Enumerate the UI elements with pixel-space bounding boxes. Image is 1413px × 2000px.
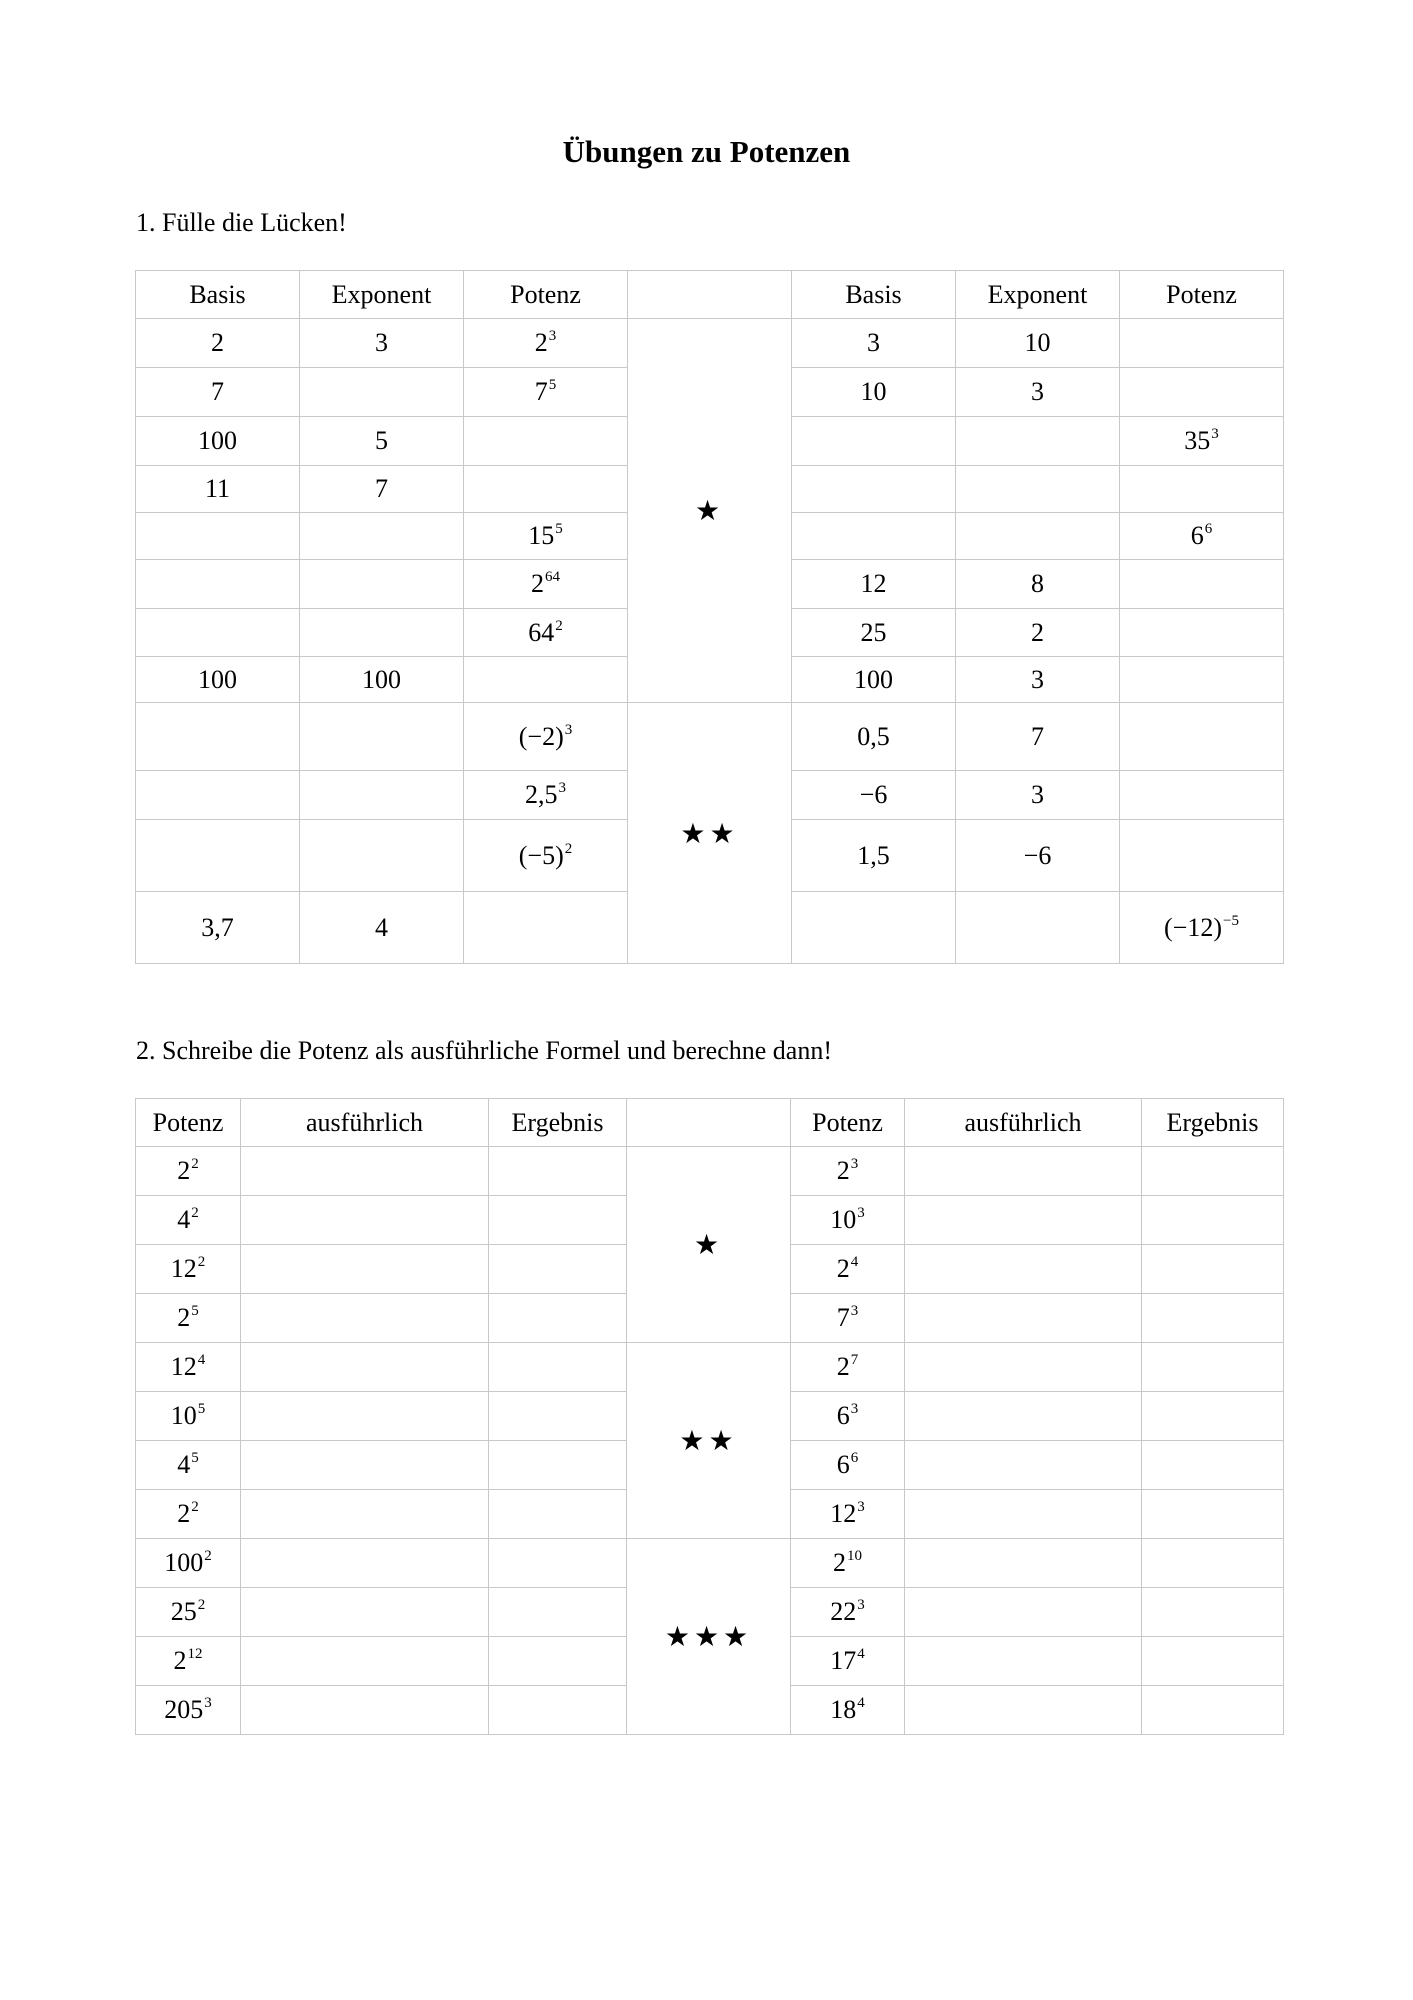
potenz-base: 2 <box>177 1499 191 1528</box>
potenz-exponent: 3 <box>857 1499 865 1515</box>
potenz-exponent: 5 <box>555 521 563 537</box>
potenz-exponent: 4 <box>850 1254 859 1270</box>
cell-basis <box>136 513 300 560</box>
cell-potenz <box>791 1392 905 1441</box>
task1-table <box>135 270 1284 964</box>
cell-potenz <box>1120 892 1284 964</box>
potenz-exponent: 4 <box>857 1695 865 1711</box>
cell-potenz <box>791 1147 905 1196</box>
col-header-exponent: Exponent <box>300 271 464 319</box>
cell-potenz <box>464 892 628 964</box>
table-row <box>136 1147 1284 1196</box>
cell-potenz <box>1120 560 1284 609</box>
cell-potenz <box>464 820 628 892</box>
col-header-potenz: Potenz <box>464 271 628 319</box>
cell-basis <box>136 771 300 820</box>
potenz-base: 2,5 <box>525 780 558 809</box>
cell-potenz <box>464 417 628 466</box>
potenz-exponent: 5 <box>191 1450 199 1466</box>
cell-exponent <box>300 771 464 820</box>
cell-potenz <box>136 1441 241 1490</box>
cell-basis <box>136 820 300 892</box>
cell-potenz <box>791 1245 905 1294</box>
cell-basis: 100 <box>792 657 956 703</box>
cell-potenz <box>136 1294 241 1343</box>
potenz-exponent: 3 <box>564 721 573 738</box>
cell-basis: 25 <box>792 609 956 657</box>
potenz-exponent: 64 <box>545 569 560 585</box>
cell-ausfuehrlich[interactable] <box>241 1637 489 1686</box>
cell-potenz <box>1120 466 1284 513</box>
potenz-exponent: 3 <box>1211 426 1219 442</box>
potenz-base: (−12) <box>1164 912 1222 942</box>
potenz-exponent: 6 <box>850 1450 859 1466</box>
cell-ausfuehrlich[interactable] <box>241 1147 489 1196</box>
cell-ausfuehrlich[interactable] <box>905 1539 1142 1588</box>
potenz-base: 12 <box>170 1254 197 1283</box>
cell-ergebnis[interactable] <box>1142 1490 1284 1539</box>
cell-basis: 7 <box>136 368 300 417</box>
potenz-base: 25 <box>170 1597 197 1626</box>
potenz-base: 6 <box>836 1401 850 1430</box>
cell-exponent <box>956 466 1120 513</box>
potenz-exponent: 3 <box>558 780 566 796</box>
cell-ausfuehrlich[interactable] <box>905 1441 1142 1490</box>
cell-ergebnis[interactable] <box>489 1490 627 1539</box>
potenz-exponent: 6 <box>1204 521 1213 537</box>
potenz-exponent: 7 <box>850 1352 859 1368</box>
col-header-potenz: Potenz <box>136 1099 241 1147</box>
cell-exponent: 3 <box>956 771 1120 820</box>
cell-potenz <box>1120 657 1284 703</box>
difficulty-marker-level1: ★ <box>628 319 792 703</box>
cell-ausfuehrlich[interactable] <box>905 1637 1142 1686</box>
cell-potenz <box>1120 609 1284 657</box>
cell-basis: 11 <box>136 466 300 513</box>
cell-potenz <box>791 1490 905 1539</box>
cell-potenz <box>464 703 628 771</box>
potenz-base: 2 <box>173 1646 187 1675</box>
cell-ausfuehrlich[interactable] <box>905 1490 1142 1539</box>
table-row <box>136 703 1284 771</box>
cell-basis: 100 <box>136 657 300 703</box>
cell-exponent: 5 <box>300 417 464 466</box>
cell-potenz <box>791 1539 905 1588</box>
cell-ausfuehrlich[interactable] <box>241 1686 489 1735</box>
cell-ergebnis[interactable] <box>1142 1588 1284 1637</box>
col-header-ausfuehrlich: ausführlich <box>241 1099 489 1147</box>
potenz-exponent: 2 <box>191 1205 199 1221</box>
potenz-base: 205 <box>164 1695 204 1724</box>
task2-header-row <box>136 1099 1284 1147</box>
cell-basis: 10 <box>792 368 956 417</box>
cell-ergebnis[interactable] <box>1142 1245 1284 1294</box>
potenz-base: 12 <box>830 1499 857 1528</box>
cell-potenz <box>464 466 628 513</box>
cell-potenz <box>1120 368 1284 417</box>
cell-ausfuehrlich[interactable] <box>905 1196 1142 1245</box>
cell-ausfuehrlich[interactable] <box>241 1588 489 1637</box>
cell-potenz <box>1120 417 1284 466</box>
potenz-exponent: 3 <box>850 1156 859 1172</box>
potenz-exponent: 5 <box>191 1303 199 1319</box>
cell-ausfuehrlich[interactable] <box>905 1245 1142 1294</box>
cell-exponent: 2 <box>956 609 1120 657</box>
table-row <box>136 1539 1284 1588</box>
potenz-exponent: 3 <box>857 1205 865 1221</box>
cell-potenz <box>464 657 628 703</box>
table-row <box>136 319 1284 368</box>
cell-potenz <box>464 319 628 368</box>
cell-exponent <box>300 560 464 609</box>
col-header-basis: Basis <box>136 271 300 319</box>
cell-potenz <box>464 560 628 609</box>
potenz-base: 12 <box>170 1352 197 1381</box>
cell-ergebnis[interactable] <box>489 1147 627 1196</box>
cell-potenz <box>1120 703 1284 771</box>
cell-exponent <box>300 609 464 657</box>
cell-ergebnis[interactable] <box>489 1392 627 1441</box>
cell-exponent <box>300 820 464 892</box>
potenz-base: 6 <box>836 1450 850 1479</box>
potenz-exponent: 3 <box>548 328 557 344</box>
potenz-exponent: 2 <box>191 1499 199 1515</box>
potenz-base: (−5) <box>518 840 564 870</box>
cell-exponent: 10 <box>956 319 1120 368</box>
cell-ergebnis[interactable] <box>1142 1637 1284 1686</box>
col-header-ergebnis: Ergebnis <box>1142 1099 1284 1147</box>
cell-exponent: 8 <box>956 560 1120 609</box>
cell-ausfuehrlich[interactable] <box>905 1343 1142 1392</box>
cell-ausfuehrlich[interactable] <box>241 1196 489 1245</box>
cell-basis: 12 <box>792 560 956 609</box>
cell-ausfuehrlich[interactable] <box>905 1147 1142 1196</box>
potenz-base: 2 <box>177 1156 191 1185</box>
potenz-base: 2 <box>534 328 548 357</box>
potenz-base: 4 <box>177 1205 191 1234</box>
potenz-exponent: 2 <box>197 1597 206 1613</box>
cell-potenz <box>791 1588 905 1637</box>
cell-ergebnis[interactable] <box>489 1245 627 1294</box>
cell-basis: 1,5 <box>792 820 956 892</box>
cell-potenz <box>136 1588 241 1637</box>
potenz-base: 6 <box>1190 521 1204 550</box>
cell-exponent <box>300 703 464 771</box>
cell-ergebnis[interactable] <box>489 1637 627 1686</box>
potenz-exponent: −5 <box>1223 912 1239 929</box>
cell-exponent <box>956 417 1120 466</box>
cell-ergebnis[interactable] <box>1142 1147 1284 1196</box>
cell-basis: 2 <box>136 319 300 368</box>
cell-ergebnis[interactable] <box>489 1686 627 1735</box>
cell-basis: 0,5 <box>792 703 956 771</box>
cell-potenz <box>136 1539 241 1588</box>
potenz-exponent: 2 <box>555 617 563 634</box>
potenz-exponent: 10 <box>847 1548 862 1564</box>
cell-basis: 3,7 <box>136 892 300 964</box>
cell-potenz <box>136 1343 241 1392</box>
potenz-exponent: 2 <box>191 1156 199 1172</box>
potenz-base: 2 <box>836 1352 850 1381</box>
cell-ausfuehrlich[interactable] <box>241 1245 489 1294</box>
cell-exponent <box>956 513 1120 560</box>
cell-basis <box>136 560 300 609</box>
cell-ausfuehrlich[interactable] <box>241 1294 489 1343</box>
cell-potenz <box>136 1490 241 1539</box>
potenz-exponent: 12 <box>187 1646 203 1662</box>
cell-basis <box>792 892 956 964</box>
col-header-basis: Basis <box>792 271 956 319</box>
potenz-base: 4 <box>177 1450 191 1479</box>
cell-potenz <box>1120 319 1284 368</box>
cell-potenz <box>1120 820 1284 892</box>
potenz-base: 2 <box>833 1548 846 1577</box>
cell-exponent <box>300 368 464 417</box>
col-header-ausfuehrlich: ausführlich <box>905 1099 1142 1147</box>
cell-potenz <box>136 1245 241 1294</box>
col-header-exponent: Exponent <box>956 271 1120 319</box>
cell-ausfuehrlich[interactable] <box>241 1441 489 1490</box>
potenz-base: 2 <box>836 1156 850 1185</box>
cell-ausfuehrlich[interactable] <box>241 1392 489 1441</box>
col-header-difficulty <box>628 271 792 319</box>
cell-ergebnis[interactable] <box>1142 1539 1284 1588</box>
cell-potenz <box>464 513 628 560</box>
col-header-ergebnis: Ergebnis <box>489 1099 627 1147</box>
cell-potenz <box>791 1294 905 1343</box>
potenz-exponent: 4 <box>197 1352 206 1368</box>
difficulty-marker-level2: ★★ <box>627 1343 791 1539</box>
cell-potenz <box>791 1686 905 1735</box>
cell-potenz <box>791 1441 905 1490</box>
cell-basis <box>136 609 300 657</box>
potenz-base: 15 <box>528 521 555 550</box>
task1-heading: 1. Fülle die Lücken! <box>136 208 347 237</box>
cell-potenz <box>464 771 628 820</box>
cell-ergebnis[interactable] <box>489 1294 627 1343</box>
cell-basis <box>792 417 956 466</box>
cell-ausfuehrlich[interactable] <box>905 1686 1142 1735</box>
potenz-base: 2 <box>177 1303 191 1332</box>
potenz-exponent: 2 <box>564 840 573 857</box>
potenz-base: 7 <box>836 1303 850 1332</box>
cell-basis <box>136 703 300 771</box>
potenz-base: 2 <box>836 1254 850 1283</box>
cell-exponent: 7 <box>956 703 1120 771</box>
potenz-exponent: 3 <box>204 1695 212 1711</box>
cell-ergebnis[interactable] <box>489 1196 627 1245</box>
potenz-exponent: 3 <box>857 1597 865 1613</box>
potenz-base: 10 <box>830 1205 857 1234</box>
cell-potenz <box>791 1196 905 1245</box>
cell-ergebnis[interactable] <box>489 1343 627 1392</box>
cell-exponent: 4 <box>300 892 464 964</box>
cell-exponent: −6 <box>956 820 1120 892</box>
cell-exponent: 100 <box>300 657 464 703</box>
potenz-base: 17 <box>830 1646 857 1675</box>
cell-ergebnis[interactable] <box>1142 1441 1284 1490</box>
cell-exponent <box>300 513 464 560</box>
potenz-base: 10 <box>170 1401 197 1430</box>
cell-potenz <box>464 609 628 657</box>
potenz-base: 100 <box>164 1548 204 1577</box>
cell-exponent: 3 <box>300 319 464 368</box>
cell-potenz <box>136 1196 241 1245</box>
cell-ausfuehrlich[interactable] <box>241 1343 489 1392</box>
cell-ergebnis[interactable] <box>489 1539 627 1588</box>
potenz-exponent: 5 <box>197 1401 206 1417</box>
cell-basis: 100 <box>136 417 300 466</box>
cell-ausfuehrlich[interactable] <box>905 1392 1142 1441</box>
cell-exponent: 7 <box>300 466 464 513</box>
cell-exponent: 3 <box>956 657 1120 703</box>
potenz-base: 35 <box>1184 426 1211 455</box>
cell-potenz <box>464 368 628 417</box>
cell-potenz <box>1120 513 1284 560</box>
cell-basis <box>792 466 956 513</box>
potenz-exponent: 2 <box>204 1548 212 1564</box>
difficulty-marker-level1: ★ <box>627 1147 791 1343</box>
potenz-base: 7 <box>534 377 548 406</box>
potenz-exponent: 3 <box>850 1303 859 1319</box>
cell-basis: −6 <box>792 771 956 820</box>
cell-exponent <box>956 892 1120 964</box>
difficulty-marker-level2: ★★ <box>628 703 792 964</box>
cell-exponent: 3 <box>956 368 1120 417</box>
potenz-base: 18 <box>830 1695 857 1724</box>
cell-potenz <box>136 1147 241 1196</box>
cell-basis <box>792 513 956 560</box>
cell-ergebnis[interactable] <box>489 1441 627 1490</box>
potenz-exponent: 3 <box>850 1401 859 1417</box>
cell-ergebnis[interactable] <box>1142 1343 1284 1392</box>
col-header-potenz: Potenz <box>791 1099 905 1147</box>
cell-ergebnis[interactable] <box>1142 1686 1284 1735</box>
task2-heading: 2. Schreibe die Potenz als ausführliche Formel und berechne dann! <box>136 1036 832 1065</box>
potenz-base: (−2) <box>518 721 564 751</box>
cell-potenz <box>136 1637 241 1686</box>
table-row <box>136 1343 1284 1392</box>
cell-ausfuehrlich[interactable] <box>905 1294 1142 1343</box>
cell-potenz <box>1120 771 1284 820</box>
potenz-base: 64 <box>528 617 555 647</box>
task1-header-row <box>136 271 1284 319</box>
cell-potenz <box>791 1637 905 1686</box>
cell-ausfuehrlich[interactable] <box>905 1588 1142 1637</box>
task2-table <box>135 1098 1284 1735</box>
page-title: Übungen zu Potenzen <box>562 134 851 169</box>
cell-ergebnis[interactable] <box>1142 1196 1284 1245</box>
potenz-exponent: 5 <box>548 377 557 393</box>
cell-basis: 3 <box>792 319 956 368</box>
cell-potenz <box>136 1686 241 1735</box>
cell-ausfuehrlich[interactable] <box>241 1539 489 1588</box>
potenz-exponent: 2 <box>197 1254 206 1270</box>
difficulty-marker-level3: ★★★ <box>627 1539 791 1735</box>
cell-ausfuehrlich[interactable] <box>241 1490 489 1539</box>
cell-ergebnis[interactable] <box>1142 1392 1284 1441</box>
cell-potenz <box>136 1392 241 1441</box>
potenz-base: 22 <box>830 1597 857 1626</box>
cell-potenz <box>791 1343 905 1392</box>
potenz-exponent: 4 <box>857 1646 865 1662</box>
potenz-base: 2 <box>531 569 544 598</box>
col-header-difficulty <box>627 1099 791 1147</box>
cell-ergebnis[interactable] <box>1142 1294 1284 1343</box>
col-header-potenz: Potenz <box>1120 271 1284 319</box>
cell-ergebnis[interactable] <box>489 1588 627 1637</box>
